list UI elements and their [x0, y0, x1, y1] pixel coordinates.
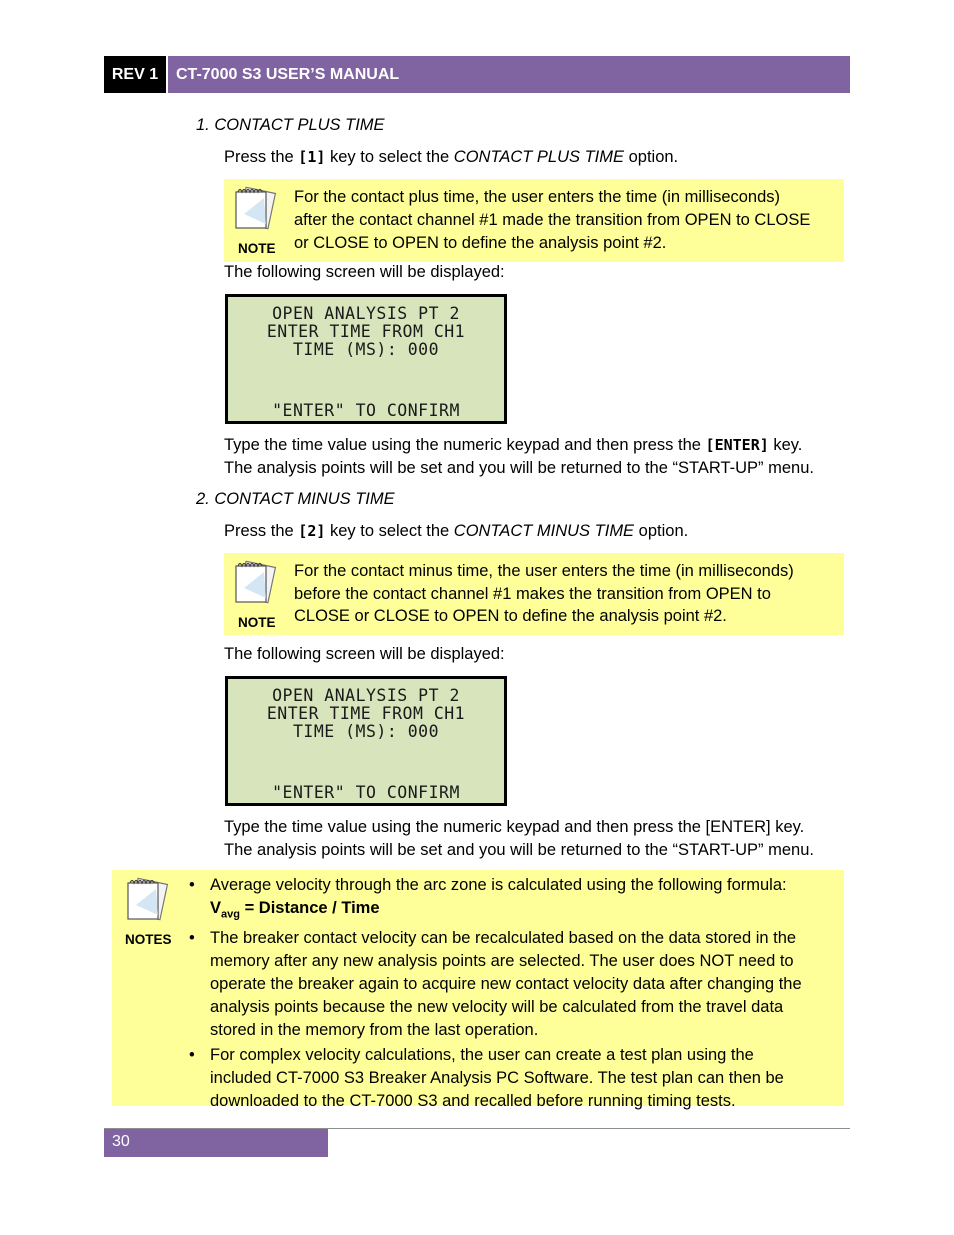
instruction-line [224, 434, 802, 457]
manual-title: CT-7000 S3 USER’S MANUAL [168, 56, 850, 93]
bullet-text: included CT-7000 S3 Breaker Analysis PC Software. The test plan can then be [210, 1069, 784, 1088]
section-2-heading: 2. CONTACT MINUS TIME [196, 490, 395, 508]
key-2: [2] [298, 522, 326, 540]
press-post: option. [624, 148, 679, 166]
notes-bullet-item [189, 1044, 840, 1113]
lcd-line: ENTER TIME FROM CH1 [266, 322, 466, 341]
note-line: For the contact plus time, the user enters the time (in milliseconds) [294, 188, 781, 206]
bullet-text: downloaded to the CT-7000 S3 and recalled before running timing tests. [210, 1092, 736, 1111]
bullet-text: stored in the memory from the last operation. [210, 1021, 539, 1040]
bullet-text: memory after any new analysis points are selected. The user does NOT need to [210, 952, 794, 971]
instruction-line: Type the time value using the numeric keypad and then press the [ENTER] key. [224, 818, 805, 836]
instruction-post: key. [768, 436, 803, 454]
bullet-text: For complex velocity calculations, the user can create a test plan using the [210, 1046, 754, 1065]
press-mid: key to select the [325, 522, 454, 540]
notes-label: NOTES [125, 932, 172, 947]
bullet-mark: • [189, 1046, 195, 1065]
instruction-line: The analysis points will be set and you will be returned to the “START-UP” menu. [224, 459, 814, 477]
note-line: after the contact channel #1 made the transition from OPEN to CLOSE [294, 211, 811, 229]
bullet-text: Average velocity through the arc zone is calculated using the following formula: [210, 876, 787, 894]
notes-box [112, 870, 844, 1111]
note-label: NOTE [238, 241, 276, 256]
lcd-line: OPEN ANALYSIS PT 2 [272, 686, 460, 705]
note-line: For the contact minus time, the user enters the time (in milliseconds) [294, 562, 794, 580]
bullet-mark: • [189, 876, 195, 894]
note-line: before the contact channel #1 makes the transition from OPEN to [294, 585, 771, 603]
section-1-heading: 1. CONTACT PLUS TIME [196, 116, 385, 134]
note-box-2 [224, 553, 844, 635]
bullet-mark: • [189, 929, 195, 948]
notepad-icon [122, 875, 174, 923]
enter-key: [ENTER] [705, 436, 769, 454]
note-line: CLOSE or CLOSE to OPEN to define the analysis point #2. [294, 607, 727, 625]
section-1-press-line [224, 146, 678, 169]
option-name: CONTACT MINUS TIME [453, 522, 635, 540]
revision-badge: REV 1 [104, 56, 166, 93]
notes-bullet-item [189, 927, 840, 1042]
option-name: CONTACT PLUS TIME [453, 148, 625, 166]
lcd-line: TIME (MS): 000 [292, 340, 440, 359]
lcd-line: ENTER TIME FROM CH1 [266, 704, 466, 723]
notepad-icon [230, 558, 282, 606]
lcd-line: "ENTER" TO CONFIRM [272, 401, 460, 420]
notepad-icon [230, 184, 282, 232]
page-number: 30 [104, 1129, 328, 1157]
lcd-screen-1 [225, 294, 507, 424]
notes-list [189, 874, 840, 1113]
section-2-press-line [224, 520, 688, 543]
bullet-text: analysis points because the new velocity will be calculated from the travel data [210, 998, 784, 1017]
note-box-1 [224, 179, 844, 262]
formula-subscript: avg [221, 908, 240, 921]
press-post: option. [634, 522, 689, 540]
key-1: [1] [298, 148, 326, 166]
bullet-text: The breaker contact velocity can be recalculated based on the data stored in the [210, 929, 797, 948]
lcd-line: TIME (MS): 000 [292, 722, 440, 741]
formula-rest: = Distance / Time [239, 899, 380, 917]
instruction-pre: Type the time value using the numeric keypad and then press the [224, 436, 706, 454]
note-line: or CLOSE to OPEN to define the analysis point #2. [294, 234, 667, 252]
bullet-text: operate the breaker again to acquire new contact velocity data after changing the [210, 975, 802, 994]
velocity-formula [210, 897, 840, 926]
lcd-line: "ENTER" TO CONFIRM [272, 783, 460, 802]
press-pre: Press the [224, 522, 299, 540]
note-label: NOTE [238, 615, 276, 630]
lcd-line: OPEN ANALYSIS PT 2 [272, 304, 460, 323]
press-pre: Press the [224, 148, 299, 166]
formula-v: V [210, 899, 222, 917]
notes-bullet-item [189, 874, 840, 926]
following-screen-text: The following screen will be displayed: [224, 263, 505, 281]
following-screen-text: The following screen will be displayed: [224, 645, 505, 663]
lcd-screen-2 [225, 676, 507, 806]
press-mid: key to select the [325, 148, 454, 166]
instruction-line: The analysis points will be set and you will be returned to the “START-UP” menu. [224, 841, 814, 859]
